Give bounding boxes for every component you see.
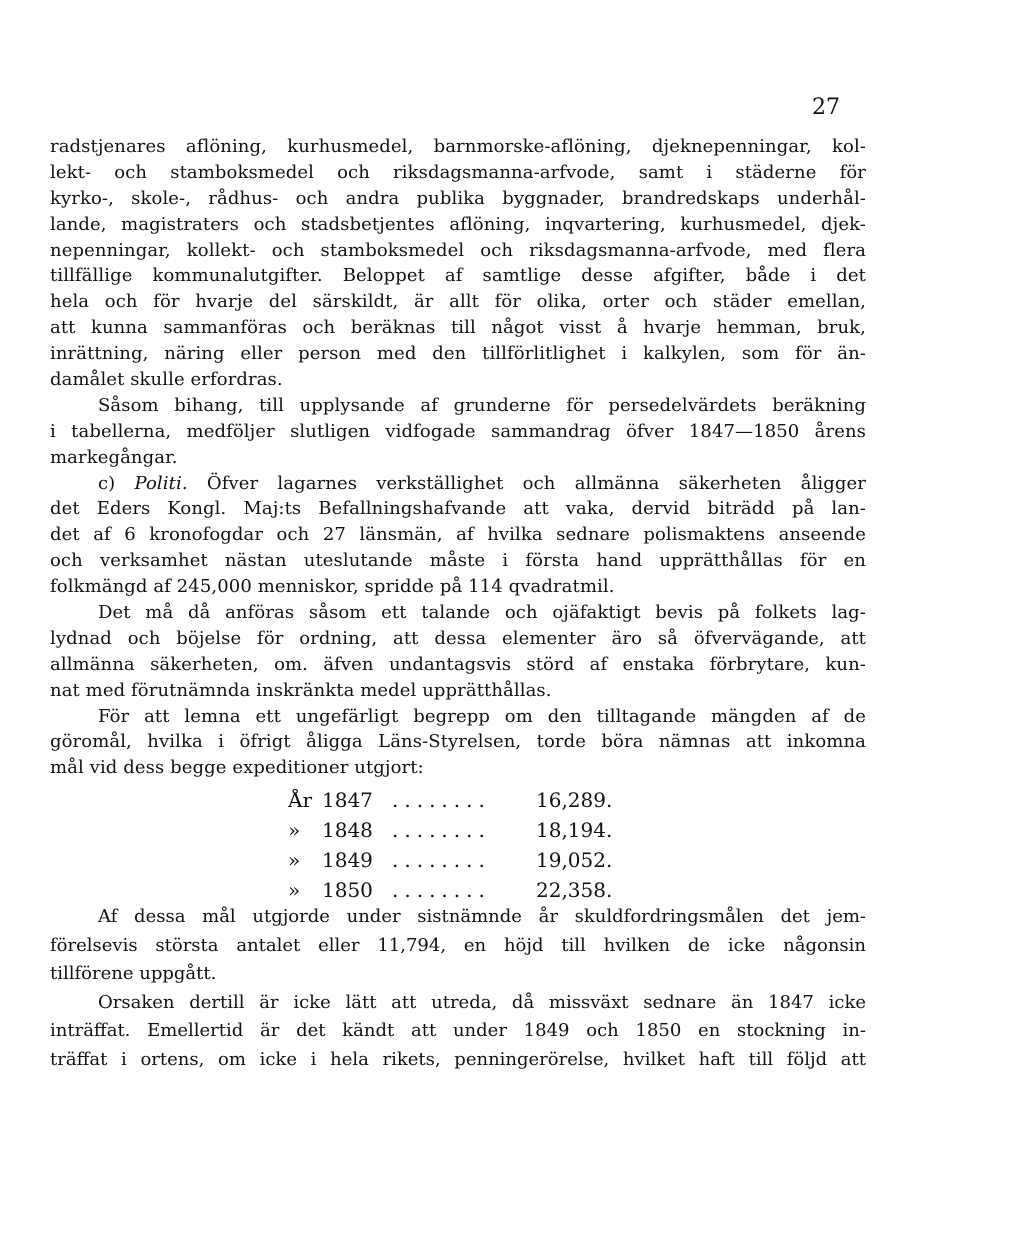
section-label: c) bbox=[98, 472, 135, 494]
paragraph-4-line: allmänna säkerheten, om. äfven undantagsvis störd af enstaka förbrytare, kun- bbox=[50, 653, 866, 675]
paragraph-6-line: förelsevis största antalet eller 11,794, en höjd till hvilken de icke någonsin bbox=[50, 934, 866, 956]
table-row-prefix: » bbox=[288, 818, 301, 842]
paragraph-6-line: Af dessa mål utgjorde under sistnämnde år skuldfordringsmålen det jem- bbox=[98, 906, 866, 927]
paragraph-2-line: i tabellerna, medföljer slutligen vidfogade sammandrag öfver 1847—1850 årens bbox=[50, 420, 866, 442]
paragraph-5-line: För att lemna ett ungefärligt begrepp om den tilltagande mängden af de bbox=[98, 705, 866, 727]
paragraph-7-line: Orsaken dertill är icke lätt att utreda, då missväxt sednare än 1847 icke bbox=[98, 991, 866, 1013]
table-row-year: 1848 bbox=[322, 818, 373, 842]
paragraph-1-line: damålet skulle erfordras. bbox=[50, 369, 283, 391]
table-row-year: 1847 bbox=[322, 788, 373, 812]
table-row-prefix: År bbox=[288, 788, 313, 812]
paragraph-3-line: det af 6 kronofogdar och 27 länsmän, af hvilka sednare polismaktens anseende bbox=[50, 524, 866, 546]
paragraph-1-line: tillfällige kommunalutgifter. Beloppet af samtlige desse afgifter, både i det bbox=[50, 265, 866, 287]
paragraph-3-first-line-rest: Öfver lagarnes verkställighet och allmänna säkerheten åligger bbox=[187, 472, 866, 494]
paragraph-6-line: tillförene uppgått. bbox=[50, 963, 217, 984]
paragraph-1-line: hela och för hvarje del särskildt, är allt för olika, orter och städer emellan, bbox=[50, 291, 866, 313]
table-row-year: 1849 bbox=[322, 848, 373, 872]
table-row-leader: ........ bbox=[392, 878, 491, 902]
table-row bbox=[288, 785, 668, 815]
table-row-leader: ........ bbox=[392, 818, 491, 842]
paragraph-1-line: lekt- och stamboksmedel och riksdagsmanna-arfvode, samt i städerne för bbox=[50, 161, 866, 183]
paragraph-3-line: folkmängd af 245,000 menniskor, spridde på 114 qvadratmil. bbox=[50, 576, 615, 598]
paragraph-1-line: nepenningar, kollekt- och stamboksmedel och riksdagsmanna-arfvode, med flera bbox=[50, 239, 866, 261]
table-row bbox=[288, 875, 668, 905]
table-row-prefix: » bbox=[288, 878, 301, 902]
paragraph-4-line: lydnad och böjelse för ordning, att dessa elementer äro så öfvervägande, att bbox=[50, 627, 866, 649]
section-label-italic: Politi. bbox=[134, 472, 188, 494]
paragraph-2-line: markegångar. bbox=[50, 446, 178, 468]
paragraph-1-line: att kunna sammanföras och beräknas till något visst å hvarje hemman, bruk, bbox=[50, 317, 866, 339]
paragraph-1-line: inrättning, näring eller person med den tillförlitlighet i kalkylen, som för än- bbox=[50, 343, 866, 365]
table-row-value: 16,289. bbox=[536, 788, 613, 812]
table-row bbox=[288, 845, 668, 875]
table-row-leader: ........ bbox=[392, 788, 491, 812]
body-text-upper bbox=[50, 134, 866, 781]
paragraph-1-line: lande, magistraters och stadsbetjentes aflöning, inqvartering, kurhusmedel, djek- bbox=[50, 213, 866, 235]
paragraph-4-line: nat med förutnämnda inskränkta medel upprätthållas. bbox=[50, 679, 552, 701]
paragraph-1-line: radstjenares aflöning, kurhusmedel, barnmorske-aflöning, djeknepenningar, kol- bbox=[50, 136, 866, 157]
paragraph-5-line: göromål, hvilka i öfrigt åligga Läns-Styrelsen, torde böra nämnas att inkomna bbox=[50, 731, 866, 753]
table-row-year: 1850 bbox=[322, 878, 373, 902]
paragraph-3-line: och verksamhet nästan uteslutande måste i första hand upprätthållas för en bbox=[50, 550, 866, 572]
paragraph-2-line: Såsom bihang, till upplysande af grunderne för persedelvärdets beräkning bbox=[98, 394, 866, 416]
paragraph-5-line: mål vid dess begge expeditioner utgjort: bbox=[50, 757, 424, 779]
case-count-table bbox=[288, 785, 668, 905]
table-row-prefix: » bbox=[288, 848, 301, 872]
paragraph-3-first-line bbox=[50, 471, 866, 497]
table-row bbox=[288, 815, 668, 845]
table-row-leader: ........ bbox=[392, 848, 491, 872]
paragraph-7-line: inträffat. Emellertid är det kändt att under 1849 och 1850 en stockning in- bbox=[50, 1020, 866, 1041]
body-text-lower bbox=[50, 903, 866, 1074]
paragraph-3-line: det Eders Kongl. Maj:ts Befallningshafvande att vaka, dervid biträdd på lan- bbox=[50, 498, 866, 520]
paragraph-7-line: träffat i ortens, om icke i hela rikets, penningerörelse, hvilket haft till följd att bbox=[50, 1048, 866, 1070]
table-row-value: 22,358. bbox=[536, 878, 613, 902]
table-row-value: 19,052. bbox=[536, 848, 613, 872]
page-number: 27 bbox=[812, 95, 840, 120]
paragraph-1-line: kyrko-, skole-, rådhus- och andra publika byggnader, brandredskaps underhål- bbox=[50, 187, 866, 209]
paragraph-4-line: Det må då anföras såsom ett talande och ojäfaktigt bevis på folkets lag- bbox=[98, 602, 866, 624]
table-row-value: 18,194. bbox=[536, 818, 613, 842]
